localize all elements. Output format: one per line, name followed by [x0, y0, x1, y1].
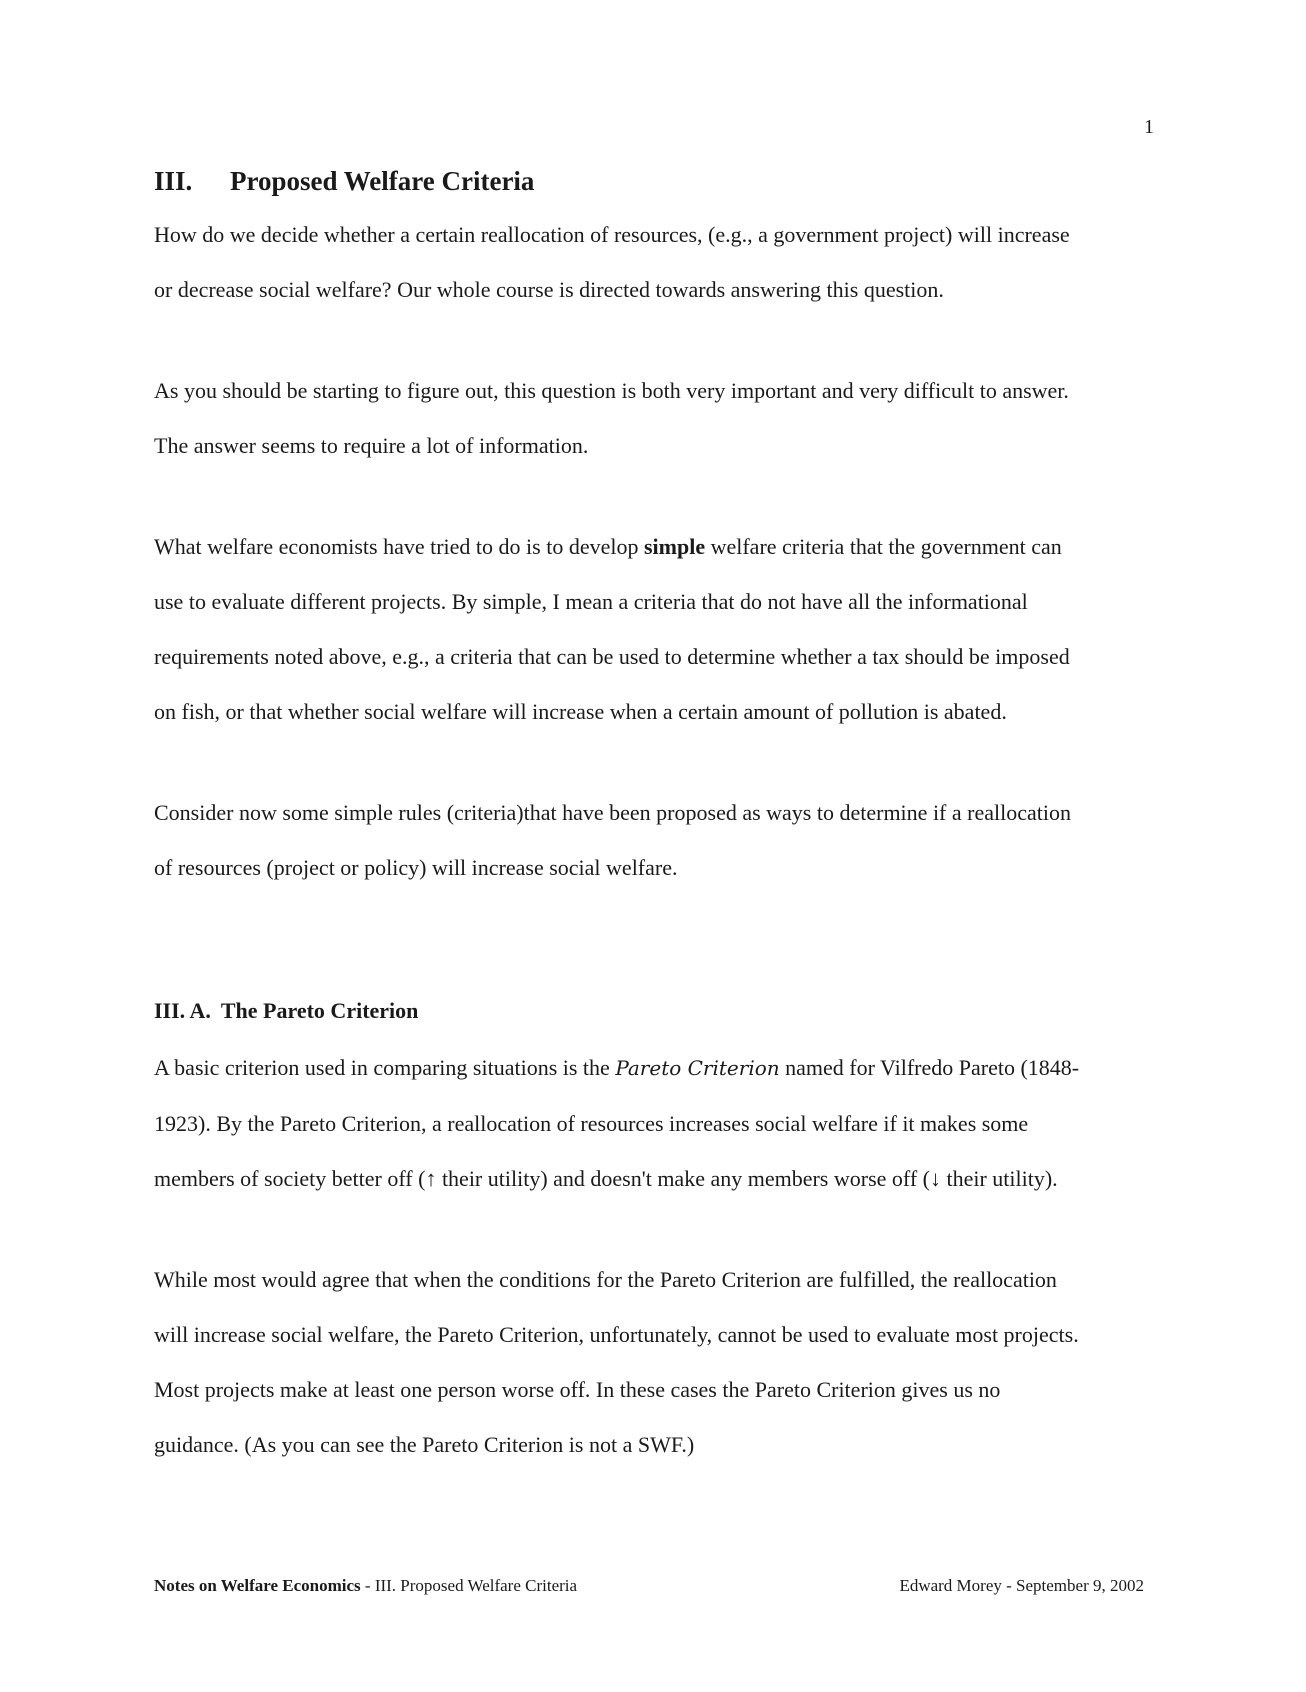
- section-heading: [154, 166, 534, 197]
- text-line: or decrease social welfare? Our whole course is directed towards answering this question.: [154, 277, 944, 302]
- text-line: guidance. (As you can see the Pareto Criterion is not a SWF.): [154, 1432, 695, 1457]
- text-line: [154, 519, 1154, 574]
- text-line: While most would agree that when the conditions for the Pareto Criterion are fulfilled, the reallocation: [154, 1267, 1057, 1292]
- italic-term: Pareto Criterion: [615, 1056, 780, 1080]
- text-line: How do we decide whether a certain reallocation of resources, (e.g., a government project) will increase: [154, 222, 1070, 247]
- footer-course-title: Notes on Welfare Economics: [154, 1576, 361, 1595]
- text-line: Most projects make at least one person worse off. In these cases the Pareto Criterion gives us no: [154, 1377, 1001, 1402]
- text-line: members of society better off (↑ their utility) and doesn't make any members worse off (↓ their utility).: [154, 1166, 1058, 1191]
- text-fragment: What welfare economists have tried to do is to develop: [154, 534, 644, 559]
- text-line: Consider now some simple rules (criteria)that have been proposed as ways to determine if a reallocation: [154, 800, 1071, 825]
- text-fragment: welfare criteria that the government can: [705, 534, 1062, 559]
- text-line: on fish, or that whether social welfare will increase when a certain amount of pollution is abated.: [154, 699, 1007, 724]
- text-line: of resources (project or policy) will increase social welfare.: [154, 855, 678, 880]
- footer-author-date: Edward Morey - September 9, 2002: [899, 1576, 1144, 1595]
- paragraph-simple-criteria: [154, 519, 1154, 739]
- subsection-title: The Pareto Criterion: [220, 998, 419, 1023]
- text-line: use to evaluate different projects. By simple, I mean a criteria that do not have all the informational: [154, 589, 1028, 614]
- paragraph-importance: [154, 363, 1154, 473]
- page-number: 1: [1144, 116, 1154, 138]
- paragraph-pareto-definition: [154, 1040, 1154, 1206]
- text-line: 1923). By the Pareto Criterion, a reallocation of resources increases social welfare if it makes some: [154, 1111, 1029, 1136]
- subsection-number: III. A.: [154, 998, 211, 1023]
- emphasis-simple: simple: [643, 534, 706, 559]
- footer-left: [154, 1576, 577, 1596]
- text-fragment: named for Vilfredo Pareto (1848-: [779, 1055, 1080, 1080]
- text-fragment: A basic criterion used in comparing situations is the: [154, 1055, 616, 1080]
- section-number: III.: [154, 166, 193, 196]
- paragraph-pareto-limitations: [154, 1252, 1154, 1472]
- text-line: [154, 1040, 1154, 1096]
- text-line: The answer seems to require a lot of information.: [154, 433, 589, 458]
- paragraph-simple-rules: [154, 785, 1154, 895]
- subsection-heading: [154, 998, 418, 1024]
- paragraph-intro: [154, 207, 1154, 317]
- text-line: requirements noted above, e.g., a criteria that can be used to determine whether a tax should be imposed: [154, 644, 1070, 669]
- footer-chapter: - III. Proposed Welfare Criteria: [360, 1576, 578, 1595]
- text-line: As you should be starting to figure out, this question is both very important and very difficult to answer.: [154, 378, 1069, 403]
- section-title: Proposed Welfare Criteria: [230, 166, 535, 196]
- text-line: will increase social welfare, the Pareto Criterion, unfortunately, cannot be used to evaluate most projects.: [154, 1322, 1079, 1347]
